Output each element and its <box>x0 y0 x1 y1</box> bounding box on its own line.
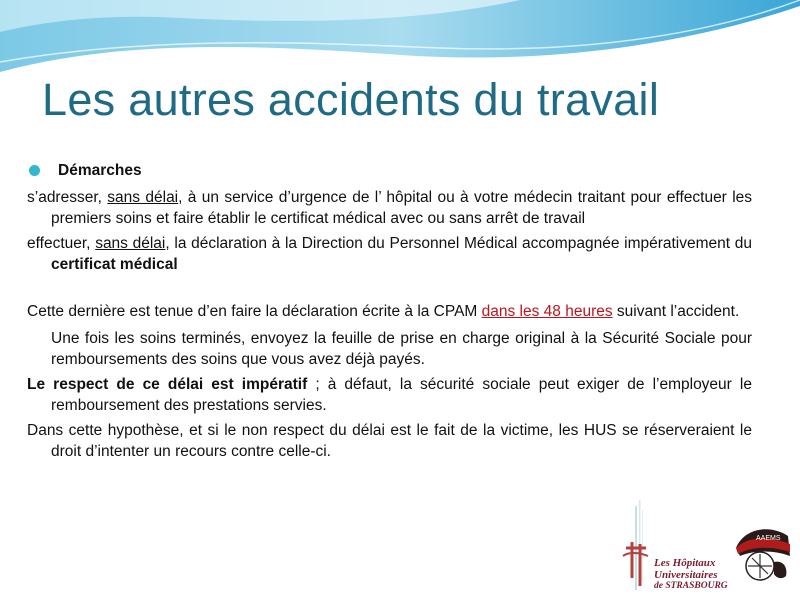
p3-text-c: suivant l’accident. <box>612 303 740 320</box>
hus-logo-line1: Les Hôpitaux <box>654 557 716 569</box>
p2-underlined: sans délai <box>95 235 166 252</box>
p5-text-b: ; à défaut, la sécurité sociale peut exiger de l’employeur le remboursement des prestations servies. <box>51 376 752 414</box>
p1-text-a: s’adresser, <box>27 189 108 206</box>
paragraph-respect <box>27 374 752 416</box>
p2-text-a: effectuer, <box>27 235 96 252</box>
aaems-logo-mark <box>730 522 794 586</box>
p3-highlight: dans les 48 heures <box>481 303 613 320</box>
paragraph-urgence <box>27 187 752 229</box>
aaems-logo-text: AAEMS <box>756 535 781 542</box>
heading-text: Démarches <box>58 162 142 179</box>
section-heading <box>27 160 752 181</box>
paragraph-hypothese: Dans cette hypothèse, et si le non respect du délai est le fait de la victime, les HUS se réserveraient le droit d’intenter un recours contre celle-ci. <box>27 422 752 460</box>
p2-text-c: , la déclaration à la Direction du Personnel Médical accompagnée impérativement du <box>165 235 753 252</box>
p3-text-a: Cette dernière est tenue d’en faire la déclaration écrite à la CPAM <box>27 303 482 320</box>
slide-body <box>27 160 752 466</box>
hus-logo <box>618 500 728 596</box>
p5-bold: Le respect de ce délai est impératif <box>27 376 308 393</box>
aaems-logo <box>730 522 794 586</box>
hus-logo-line2: Universitaires <box>654 569 718 581</box>
paragraph-cpam <box>27 301 752 322</box>
hus-logo-line3: de STRASBOURG <box>654 581 728 591</box>
p1-underlined: sans délai <box>107 189 179 206</box>
paragraph-soins: Une fois les soins terminés, envoyez la feuille de prise en charge original à la Sécurité Sociale pour remboursements des soins que vous avez déjà payés. <box>51 330 752 368</box>
bullet-icon <box>29 165 40 176</box>
slide-title: Les autres accidents du travail <box>42 74 660 125</box>
paragraph-declaration <box>27 233 752 275</box>
p2-bold: certificat médical <box>51 256 178 273</box>
p1-text-c: , à un service d’urgence de l’ hôpital ou à votre médecin traitant pour effectuer les premiers soins et faire établir le certificat médical avec ou sans arrêt de travail <box>51 189 753 227</box>
